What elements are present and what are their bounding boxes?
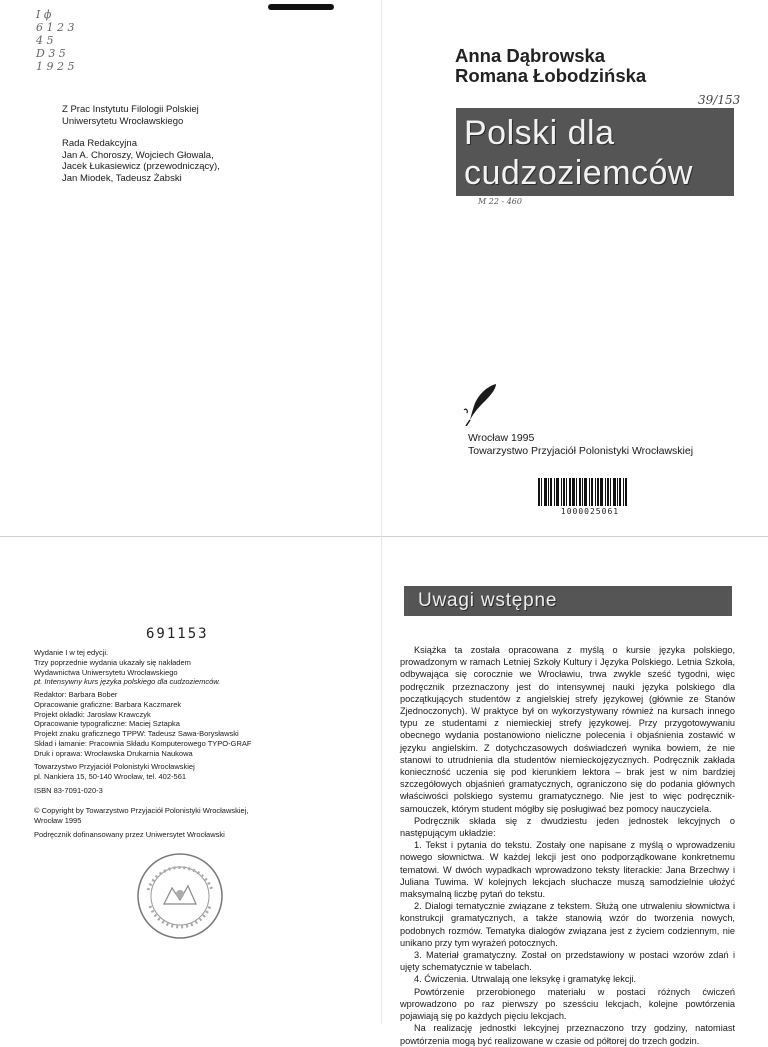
paragraph: Podręcznik składa się z dwudziestu jeden jednostek lekcyjnych o następującym układzie:: [400, 815, 735, 839]
board-line: Jacek Łukasiewicz (przewodniczący),: [62, 161, 220, 172]
copyright-line: © Copyright by Towarzystwo Przyjaciół Polonistyki Wrocławskiej,: [34, 806, 249, 815]
copyright: [34, 806, 364, 826]
credit-line: Druk i oprawa: Wrocławska Drukarnia Naukowa: [34, 748, 193, 758]
intro-heading-block: [404, 586, 732, 616]
library-barcode: [538, 478, 642, 516]
address-line: Towarzystwo Przyjaciół Polonistyki Wrocławskiej: [34, 762, 195, 771]
publisher-name: Towarzystwo Przyjaciół Polonistyki Wrocławskiej: [468, 445, 694, 457]
editorial-board-title: Rada Redakcyjna: [62, 138, 137, 149]
edition-line: Wydanie I w tej edycji.: [34, 648, 109, 657]
library-stamp: [134, 850, 226, 942]
intro-text: [400, 644, 735, 1047]
library-stamp-seal: [134, 850, 226, 942]
publication-info: [468, 432, 758, 458]
handwritten-line: D 3 5: [36, 47, 66, 60]
inventory-serial: 691153: [146, 626, 209, 642]
series-info: [62, 104, 362, 127]
title-line: cudzoziemców: [464, 154, 693, 192]
author-name: Romana Łobodzińska: [455, 65, 647, 86]
paragraph: Powtórzenie przerobionego materiału w postaci różnych ćwiczeń wprowadzono po raz pierwszy po szesściu lekcjach, kolejne powtórzenia pojawiają się po każdych pięciu lekcjach.: [400, 986, 735, 1022]
paragraph: 2. Dialogi tematycznie związane z tekstem. Służą one utrwaleniu słownictwa i konstrukcji gramatycznych, a także stanowią wzór do tworzenia nowych, podobnych rozmów. Tematyka dialogów związana jest z życiem codziennym, nie unikano przy tym wyrażeń potocznych.: [400, 901, 735, 948]
intro-heading: Uwagi wstępne: [418, 590, 558, 611]
credit-line: Opracowanie graficzne: Barbara Kaczmarek: [34, 699, 182, 709]
title-line: Polski dla: [464, 114, 615, 152]
board-line: Jan Miodek, Tadeusz Żabski: [62, 172, 182, 184]
credit-line: Projekt okładki: Jarosław Krawczyk: [34, 709, 151, 719]
title-block: [456, 108, 734, 196]
editorial-board: [62, 138, 362, 184]
address-line: pl. Nankiera 15, 50-140 Wrocław, tel. 402-561: [34, 771, 187, 781]
paragraph: Na realizację jednostki lekcyjnej przeznaczono trzy godziny, natomiast powtórzenia mogą być realizowane w czasie od półtorej do trzech godzin.: [400, 1023, 735, 1046]
series-line: Uniwersytetu Wrocławskiego: [62, 115, 184, 127]
handwritten-line: 6 1 2 3: [36, 21, 75, 34]
credit-line: Opracowanie typograficzne: Maciej Sztapka: [34, 719, 180, 729]
paragraph: 4. Ćwiczenia. Utrwalają one leksykę i gramatykę lekcji.: [414, 974, 637, 985]
credit-line: Skład i łamanie: Pracownia Składu Komputerowego TYPO-GRAF: [34, 738, 252, 748]
edition-line: Wydawnictwa Uniwersytetu Wrocławskiego: [34, 667, 178, 677]
isbn: ISBN 83-7091-020-3: [34, 786, 103, 795]
edition-line: Trzy poprzednie wydania ukazały się nakładem: [34, 657, 191, 667]
feather-icon: [462, 380, 502, 426]
credits: [34, 690, 364, 759]
handwritten-line: 1 9 2 5: [36, 60, 75, 73]
barcode-bars: [538, 478, 642, 506]
edition-info: [34, 648, 354, 687]
credit-line: Redaktor: Barbara Bober: [34, 690, 118, 699]
credit-line: Projekt znaku graficznego TPPW: Tadeusz Sawa-Borysławski: [34, 729, 239, 739]
series-line: Z Prac Instytutu Filologii Polskiej: [62, 104, 199, 115]
spread-divider: [0, 536, 768, 537]
handwritten-note: M 22 - 460: [478, 197, 522, 206]
author-name: Anna Dąbrowska: [455, 45, 606, 66]
copyright-line: Wrocław 1995: [34, 815, 82, 825]
handwritten-catalog-notes: [36, 8, 96, 73]
feather-logo: [462, 380, 502, 426]
authors: [455, 46, 755, 86]
board-line: Jan A. Choroszy, Wojciech Głowala,: [62, 149, 214, 161]
gutter-divider: [381, 0, 382, 1024]
edition-line: pt. Intensywny kurs języka polskiego dla cudzoziemców.: [34, 677, 221, 687]
paragraph: Książka ta została opracowana z myślą o kursie języka polskiego, prowadzonym w ramach Letniej Szkoły Kultury i Języka Polskiego. Letnia Szkoła, odbywająca się corocznie we Wrocławiu, trwa zwykle sześć tygodni, więc podręcznik przeznaczony jest do intensywnej nauki języka polskiego dla początkujących studentów z angielskiej strefy językowej (głównie ze Stanów Zjednoczonych). W praktyce był on wykorzystywany również na kursach innego typu ze studentami z niemieckiej strefy językowej. Przy przygotowywaniu obecnego wydania postanowiono nieliczne polecenia i objaśnienia zostawić w języku angielskim. Z dotychczasowych doświadczeń wynika bowiem, że nie stanowi to utrudnienia dla studentów niemieckojęzycznych. Podręcznik zakłada konieczność uczenia się pod kierunkiem lektora – brak jest w nim bardziej szczegółowych objaśnień gramatycznych, ograniczono się do podania głównych właściwości polskiego systemu gramatycznego. Nie jest to więc podręcznik-samouczek, którym student mógłby się posługiwać bez pomocy nauczyciela.: [400, 645, 735, 814]
city-year: Wrocław 1995: [468, 432, 535, 444]
publisher-address: [34, 762, 364, 782]
scan-mark: [268, 4, 334, 10]
barcode-number: 1000025061: [560, 507, 620, 516]
handwritten-line: I ϕ: [36, 8, 52, 21]
library-stamp-number: 39/153: [698, 93, 741, 107]
handwritten-line: 4 5: [36, 34, 54, 47]
paragraph: 1. Tekst i pytania do tekstu. Zostały one napisane z myślą o wprowadzeniu nowego słownictwa. W każdej lekcji jest ono podporządkowane konkretnemu tematowi. W dwóch wypadkach wprowadzono teksty literackie: Jana Brzechwy i Juliana Tuwima. W kolejnych lekcjach słuchacze muszą samodzielnie ułożyć maksymalną liczbę pytań do tekstu.: [400, 840, 735, 900]
paragraph: 3. Materiał gramatyczny. Został on przedstawiony w postaci wzorów zdań i ujęty schematycznie w tabelach.: [400, 950, 735, 973]
funding-note: Podręcznik dofinansowany przez Uniwersytet Wrocławski: [34, 830, 225, 839]
